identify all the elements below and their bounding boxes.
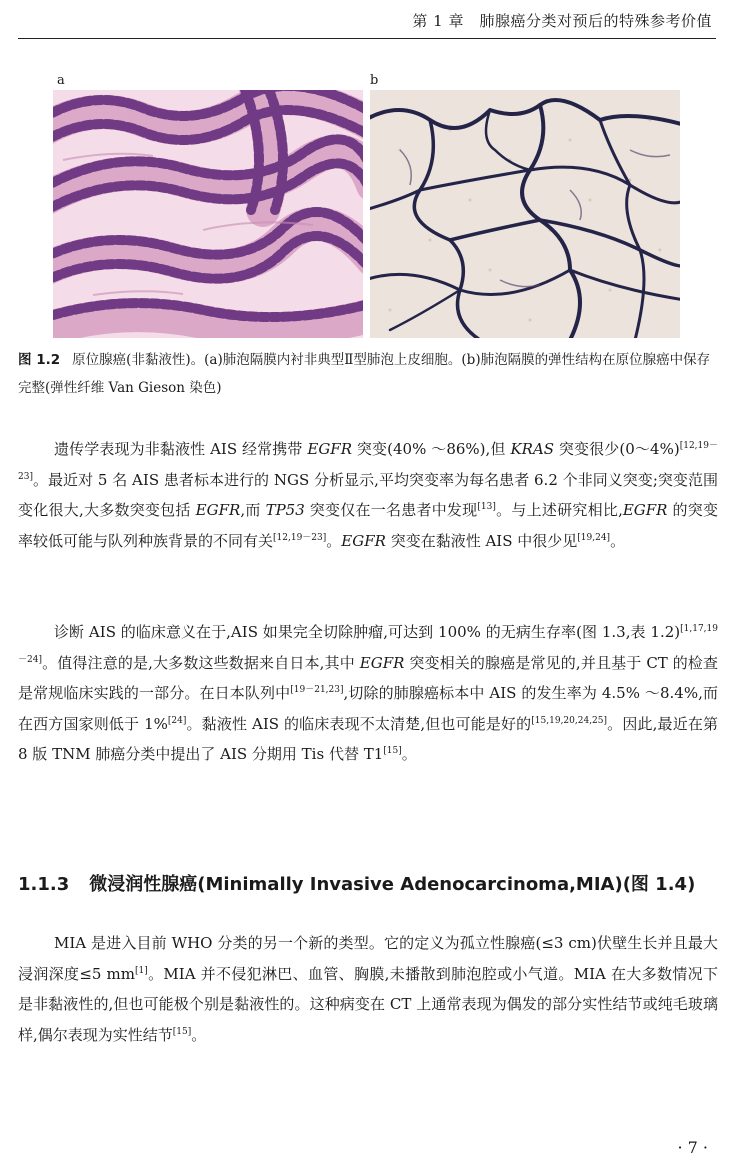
citation: [24] — [167, 715, 187, 726]
micrograph-evg-panel — [370, 90, 680, 338]
citation: [12,19－23] — [18, 441, 718, 482]
running-header: 第 1 章 肺腺癌分类对预后的特殊参考价值 — [412, 12, 712, 30]
citation: [15,19,20,24,25] — [531, 715, 608, 726]
panel-a-letter: a — [57, 73, 65, 88]
citation: [15] — [172, 1026, 192, 1037]
page-number: · 7 · — [677, 1138, 708, 1157]
gene-name: TP53 — [265, 501, 305, 519]
citation: [15] — [383, 746, 402, 756]
gene-name: EGFR — [341, 531, 386, 550]
paragraph-clinical: 诊断 AIS 的临床意义在于,AIS 如果完全切除肿瘤,可达到 100% 的无病生存率(图 1.3,表 1.2)[1,17,19－24]。值得注意的是,大多数这些数据来自日本,其中 EGFR 突变相关的腺癌是常见的,并且基于 CT 的检查是常规临床实践的一部分。在日本队列中[19－21,23],切除的肺腺癌标本中 AIS 的发生率为 4.5% ～8.4%,而在西方国家则低于 1%[24]。黏液性 AIS 的临床表现不太清楚,但也可能是好的[15,19,20,24,25]。因此,最近在第 8 版 TNM 肺癌分类中提出了 AIS 分期用 Tis 代替 T1[15]。 — [18, 623, 719, 763]
micrograph-he-panel — [53, 90, 363, 338]
micrograph-evg-image — [370, 90, 680, 338]
figure-label: 图 1.2 — [18, 352, 61, 368]
panel-b-letter: b — [370, 73, 379, 88]
section-number: 1.1.3 — [18, 874, 70, 895]
citation: [19,24] — [577, 532, 611, 543]
citation: [19－21,23] — [290, 685, 344, 695]
citation: [12,19－23] — [273, 532, 327, 543]
figure-caption — [18, 346, 716, 402]
gene-name: KRAS — [510, 440, 555, 458]
citation: [13] — [477, 502, 496, 512]
paragraph-mia: MIA 是进入目前 WHO 分类的另一个新的类型。它的定义为孤立性腺癌(≤3 cm)伏壁生长并且最大浸润深度≤5 mm[1]。MIA 并不侵犯淋巴、血管、胸膜,未播散到肺泡腔或小气道。MIA 在大多数情况下是非黏液性的,但也可能极个别是黏液性的。这种病变在 CT 上通常表现为偶发的部分实性结节或纯毛玻璃样,偶尔表现为实性结节[15]。 — [18, 934, 718, 1044]
gene-name: EGFR — [307, 440, 353, 458]
citation: [1,17,19－24] — [18, 624, 718, 665]
section-heading — [18, 870, 718, 896]
citation: [1] — [135, 965, 148, 976]
gene-name: EGFR — [195, 501, 241, 519]
figure-caption-text: 原位腺癌(非黏液性)。(a)肺泡隔膜内衬非典型Ⅱ型肺泡上皮细胞。(b)肺泡隔膜的弹性结构在原位腺癌中保存完整(弹性纤维 Van Gieson 染色) — [18, 352, 711, 396]
section-title: 微浸润性腺癌(Minimally Invasive Adenocarcinoma,MIA)(图 1.4) — [89, 874, 696, 895]
paragraph-genetics: 遗传学表现为非黏液性 AIS 经常携带 EGFR 突变(40% ～86%),但 KRAS 突变很少(0～4%)[12,19－23]。最近对 5 名 AIS 患者标本进行的 NGS 分析显示,平均突变率为每名患者 6.2 个非同义突变;突变范围变化很大,大多数突变包括 EGFR,而 TP53 突变仅在一名患者中发现[13]。与上述研究相比,EGFR 的突变率较低可能与队列种族背景的不同有关[12,19－23]。EGFR 突变在黏液性 AIS 中很少见[19,24]。 — [18, 440, 718, 550]
micrograph-he-image — [53, 90, 363, 338]
gene-name: EGFR — [359, 653, 405, 672]
header-rule — [18, 38, 716, 39]
gene-name: EGFR — [622, 501, 668, 519]
